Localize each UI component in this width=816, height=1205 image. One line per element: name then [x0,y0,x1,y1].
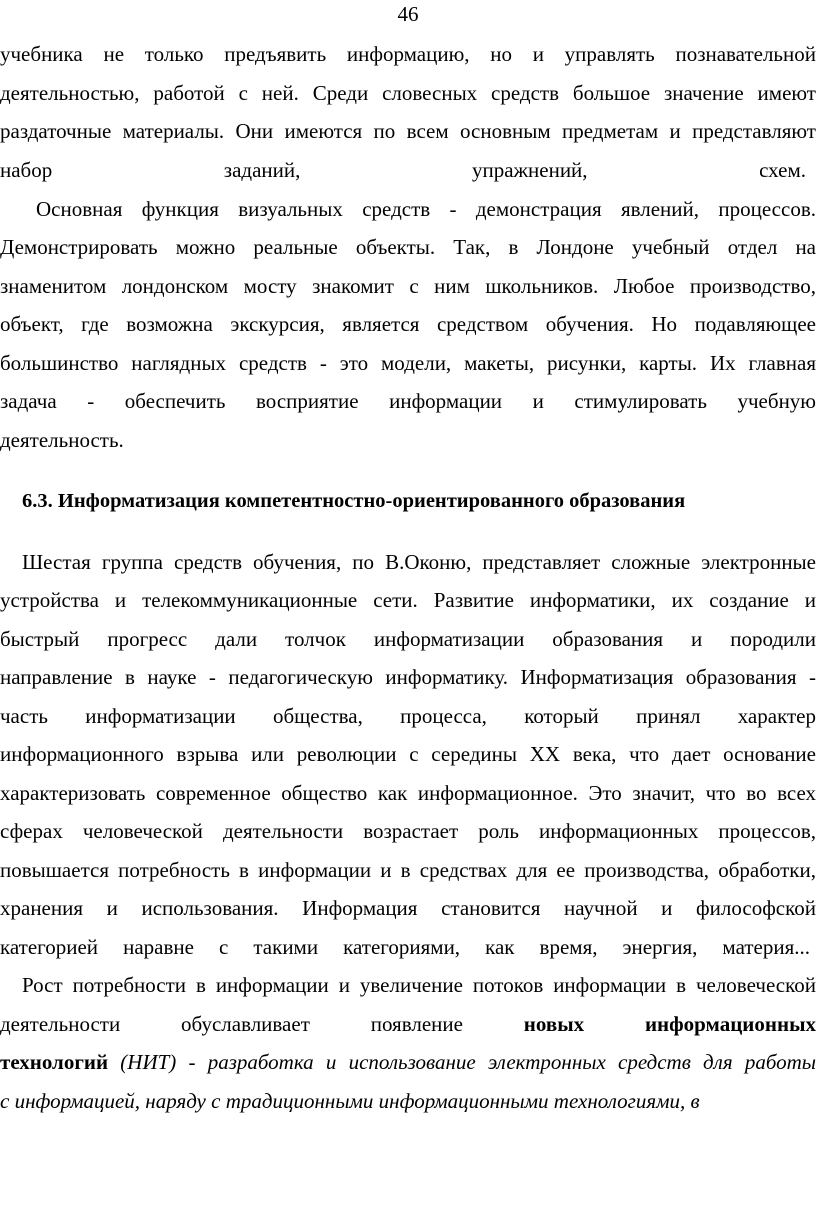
text-line: Шестая группа средств обучения, по В.Оконю, представляет сложные электронные [22,550,816,574]
text-line: объект, где возможна экскурсия, является средством обучения. Но подавляющее [0,312,816,336]
text-plain: деятельности обуславливает появление [0,1012,463,1036]
text-line: хранения и использования. Информация становится научной и философской [0,896,816,920]
text-line: учебника не только предъявить информацию, но и управлять познавательной [0,42,816,66]
text-line: характеризовать современное общество как информационное. Это значит, что во всех [0,781,816,805]
text-line: задача - обеспечить восприятие информации и стимулировать учебную [0,389,816,413]
text-line: часть информатизации общества, процесса, который принял характер [0,704,816,728]
text-italic: (НИТ) - разработка и использование электронных средств для работы [120,1050,816,1074]
text-line: сферах человеческой деятельности возрастает роль информационных процессов, [0,819,816,843]
text-line: повышается потребность в информации и в средствах для ее производства, обработки, [0,858,816,882]
page-number: 46 [397,2,419,26]
text-line: Основная функция визуальных средств - демонстрация явлений, процессов. [36,197,816,221]
text-bold: технологий [0,1050,109,1074]
text-bold: новых информационных [523,1012,816,1036]
text-line: деятельностью, работой с ней. Среди словесных средств большое значение имеют [0,81,816,105]
text-line: Демонстрировать можно реальные объекты. Так, в Лондоне учебный отдел на [0,235,816,259]
text-line: Рост потребности в информации и увеличение потоков информации в человеческой [22,973,816,997]
text-line: информационного взрыва или революции с середины XX века, что дает основание [0,742,816,766]
text-line: большинство наглядных средств - это модели, макеты, рисунки, карты. Их главная [0,351,816,375]
text-line: направление в науке - педагогическую информатику. Информатизация образования - [0,665,816,689]
text-line: набор заданий, упражнений, схем. [0,158,806,182]
text-line: знаменитом лондонском мосту знакомит с ним школьников. Любое производство, [0,274,816,298]
text-line: с информацией, наряду с традиционными информационными технологиями, в [0,1089,700,1113]
text-line: деятельность. [0,428,124,452]
text-line [0,1011,816,1037]
section-heading: 6.3. Информатизация компетентностно-ориентированного образования [22,490,686,512]
text-line: быстрый прогресс дали толчок информатизации образования и породили [0,627,816,651]
text-line: категорией наравне с такими категориями, как время, энергия, материя... [0,935,810,959]
text-line: устройства и телекоммуникационные сети. Развитие информатики, их создание и [0,588,816,612]
text-line [0,1049,816,1075]
text-line: раздаточные материалы. Они имеются по всем основным предметам и представляют [0,119,816,143]
